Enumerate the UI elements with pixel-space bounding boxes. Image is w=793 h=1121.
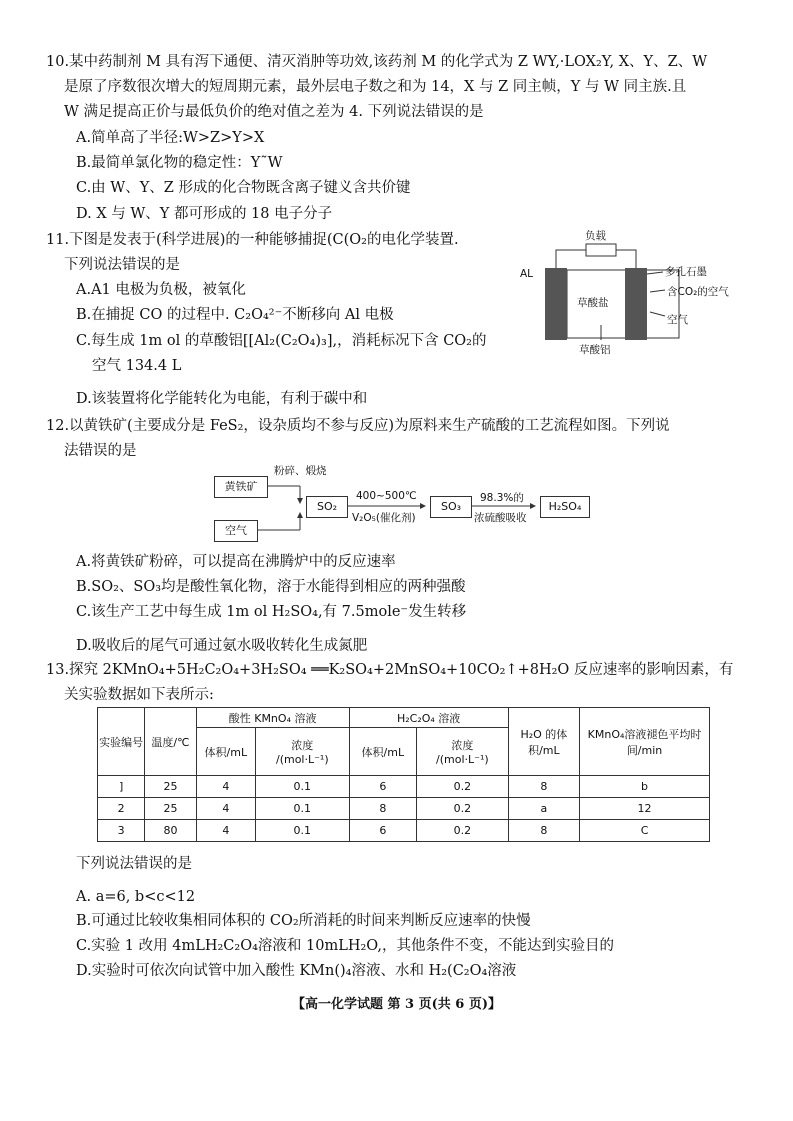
cell: 4 bbox=[196, 820, 255, 842]
cell: a bbox=[508, 798, 579, 820]
cell: 25 bbox=[145, 798, 196, 820]
q12-option-c: C.该生产工艺中每生成 1m ol H₂SO₄,有 7.5mole⁻发生转移 bbox=[76, 604, 467, 620]
box-pyrite: 黄铁矿 bbox=[214, 476, 268, 498]
q10-stem-2: 是原了序数很次增大的短周期元素，最外层电子数之和为 14，X 与 Z 同主帧，Y 与 W 同主族.且 bbox=[64, 79, 687, 95]
q11-option-b: B.在捕捉 CO 的过程中. C₂O₄²⁻不断移向 Al 电极 bbox=[76, 307, 394, 323]
label-temp: 400~500℃ bbox=[356, 490, 417, 502]
label-pct: 98.3%的 bbox=[480, 492, 524, 504]
q10-stem-3: W 满足提高正价与最低负价的绝对值之差为 4. 下列说法错误的是 bbox=[64, 104, 484, 120]
box-so3: SO₃ bbox=[430, 496, 472, 518]
q11-option-c-cont: 空气 134.4 L bbox=[92, 358, 182, 374]
page-footer: 【高一化学试题 第 3 页(共 6 页)】 bbox=[291, 997, 502, 1012]
flow-arrows bbox=[210, 460, 590, 545]
q13-option-a: A. a=6, b<c<12 bbox=[76, 889, 196, 905]
cell: 8 bbox=[508, 776, 579, 798]
th-temp: 温度/℃ bbox=[145, 708, 196, 776]
q13-stem-2: 关实验数据如下表所示: bbox=[64, 687, 214, 703]
experiment-table bbox=[97, 707, 710, 842]
box-air: 空气 bbox=[214, 520, 258, 542]
q11-stem-1: 11.下图是发表于(科学进展)的一种能够捕捉(C(O₂的电化学装置. bbox=[46, 232, 459, 248]
table-row bbox=[98, 776, 710, 798]
q12-option-b: B.SO₂、SO₃均是酸性氧化物，溶于水能得到相应的两种强酸 bbox=[76, 579, 466, 595]
q12-option-d: D.吸收后的尾气可通过氨水吸收转化生成氮肥 bbox=[76, 638, 368, 654]
flow-diagram bbox=[210, 460, 590, 545]
q12-stem-2: 法错误的是 bbox=[64, 443, 137, 459]
th-h2c2o4-conc bbox=[417, 728, 509, 776]
q13-option-c: C.实验 1 改用 4mLH₂C₂O₄溶液和 10mLH₂O,，其他条件不变，不能达到实验目的 bbox=[76, 938, 614, 954]
cell: 4 bbox=[196, 776, 255, 798]
cell: 0.1 bbox=[256, 776, 350, 798]
q11-option-d: D.该装置将化学能转化为电能，有利于碳中和 bbox=[76, 391, 368, 407]
th-h2c2o4: H₂C₂O₄ 溶液 bbox=[349, 708, 508, 728]
th-h2c2o4-conc-unit: /(mol·L⁻¹) bbox=[436, 753, 489, 766]
label-co2-air: 含CO₂的空气 bbox=[667, 286, 729, 298]
cell: 8 bbox=[508, 820, 579, 842]
th-h2c2o4-vol: 体积/mL bbox=[349, 728, 416, 776]
q12-stem-1: 12.以黄铁矿(主要成分是 FeS₂，设杂质均不参与反应)为原料来生产硫酸的工艺流程如图。下列说 bbox=[46, 418, 670, 434]
q11-stem-2: 下列说法错误的是 bbox=[64, 257, 180, 273]
cell: C bbox=[580, 820, 710, 842]
cell: 80 bbox=[145, 820, 196, 842]
cell: 0.1 bbox=[256, 820, 350, 842]
q10-stem-1: 10.某中药制剂 M 具有泻下通便、清灭消肿等功效,该药剂 M 的化学式为 Z WY,·LOX₂Y, X、Y、Z、W bbox=[46, 54, 708, 70]
label-product: 草酸铝 bbox=[579, 344, 611, 356]
cell: 2 bbox=[98, 798, 145, 820]
cell: b bbox=[580, 776, 710, 798]
q11-option-c: C.每生成 1m ol 的草酸铝[[Al₂(C₂O₄)₃],，消耗标况下含 CO₂的 bbox=[76, 333, 487, 349]
q10-option-a: A.简单高了半径:W>Z>Y>X bbox=[76, 130, 265, 146]
label-graphite: 多孔石墨 bbox=[665, 266, 707, 278]
th-kmno4-vol: 体积/mL bbox=[196, 728, 255, 776]
cell: 4 bbox=[196, 798, 255, 820]
cell: ] bbox=[98, 776, 145, 798]
q13-stem-1: 13.探究 2KMnO₄+5H₂C₂O₄+3H₂SO₄ ══K₂SO₄+2MnSO₄+10CO₂↑+8H₂O 反应速率的影响因素，有 bbox=[46, 662, 734, 678]
th-kmno4-conc bbox=[256, 728, 350, 776]
q13-option-d: D.实验时可依次向试管中加入酸性 KMn()₄溶液、水和 H₂(C₂O₄溶液 bbox=[76, 963, 517, 979]
cell: 0.2 bbox=[417, 798, 509, 820]
cell: 6 bbox=[349, 776, 416, 798]
label-catalyst: V₂O₅(催化剂) bbox=[352, 512, 416, 524]
cell: 0.2 bbox=[417, 776, 509, 798]
q12-option-a: A.将黄铁矿粉碎，可以提高在沸腾炉中的反应速率 bbox=[76, 554, 396, 570]
q10-option-d: D. X 与 W、Y 都可形成的 18 电子分子 bbox=[76, 206, 333, 222]
cell: 12 bbox=[580, 798, 710, 820]
table-row bbox=[98, 820, 710, 842]
table-row bbox=[98, 798, 710, 820]
cell: 8 bbox=[349, 798, 416, 820]
th-water: H₂O 的体积/mL bbox=[508, 708, 579, 776]
label-crush: 粉碎、煅烧 bbox=[274, 465, 327, 477]
label-salt: 草酸盐 bbox=[577, 297, 609, 309]
q10-option-c: C.由 W、Y、Z 形成的化合物既含离子键义含共价键 bbox=[76, 180, 411, 196]
box-so2: SO₂ bbox=[306, 496, 348, 518]
th-no: 实验编号 bbox=[98, 708, 145, 776]
q13-prompt: 下列说法错误的是 bbox=[76, 856, 192, 872]
th-kmno4: 酸性 KMnO₄ 溶液 bbox=[196, 708, 349, 728]
cell-diagram bbox=[515, 220, 765, 360]
label-air: 空气 bbox=[667, 314, 688, 326]
cell: 6 bbox=[349, 820, 416, 842]
label-load: 负载 bbox=[585, 230, 606, 242]
cell: 3 bbox=[98, 820, 145, 842]
q13-option-b: B.可通过比较收集相同体积的 CO₂所消耗的时间来判断反应速率的快慢 bbox=[76, 913, 531, 929]
label-al: AL bbox=[520, 268, 534, 280]
q10-option-b: B.最简单氯化物的稳定性：Y˜W bbox=[76, 155, 283, 171]
th-h2c2o4-conc-label: 浓度 bbox=[451, 739, 474, 752]
box-h2so4: H₂SO₄ bbox=[540, 496, 590, 518]
q11-option-a: A.A1 电极为负极，被氧化 bbox=[76, 282, 246, 298]
th-time: KMnO₄溶液褪色平均时间/min bbox=[580, 708, 710, 776]
cell: 25 bbox=[145, 776, 196, 798]
label-absorb: 浓硫酸吸收 bbox=[474, 512, 527, 524]
th-kmno4-conc-label: 浓度 bbox=[291, 739, 314, 752]
cell: 0.2 bbox=[417, 820, 509, 842]
th-kmno4-conc-unit: /(mol·L⁻¹) bbox=[275, 753, 329, 766]
cell: 0.1 bbox=[256, 798, 350, 820]
